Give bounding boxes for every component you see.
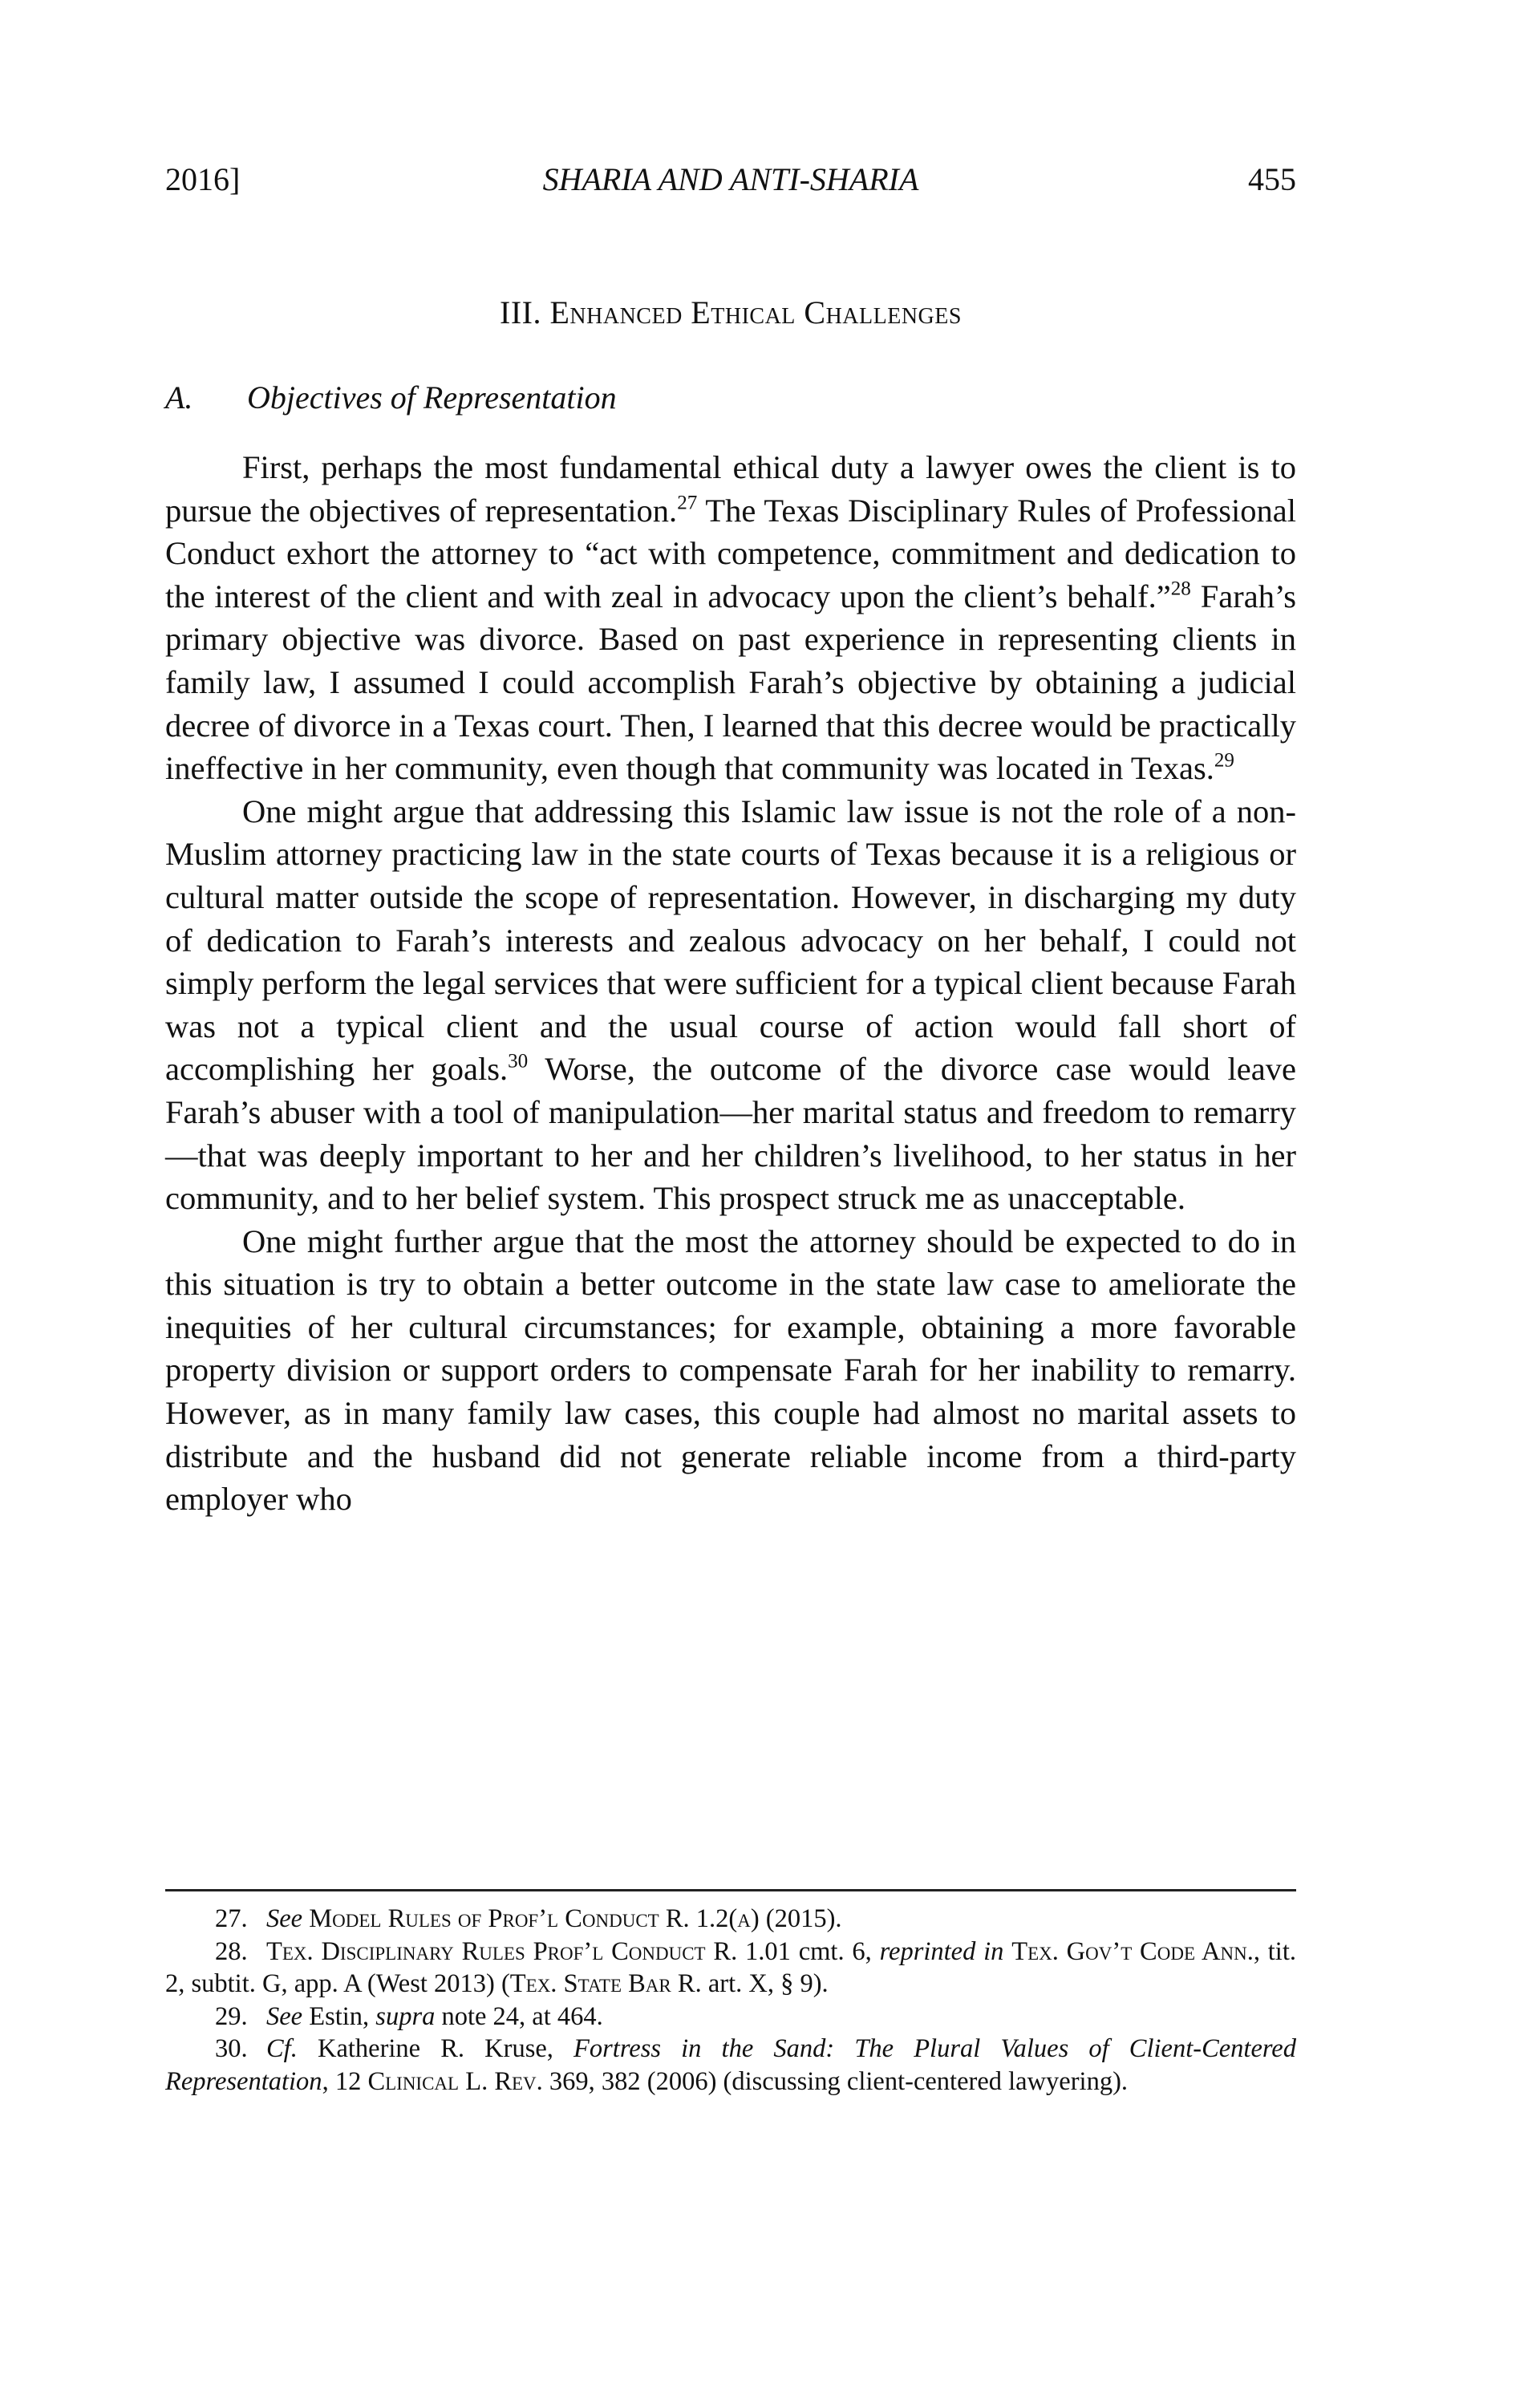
footnote-number: 30. [215,2034,248,2063]
footnote-ref-28: 28 [1170,578,1191,600]
paragraph-1-text-2: The Texas Disciplinary Rules of Professional Conduct exhort the attorney to “act with competence, commitment and dedication to the interest of the client and with zeal in advocacy upon the client’s behalf.” [165,492,1297,614]
footnote-text: Estin, [302,2001,376,2031]
source-name: Tex. State Bar [509,1969,671,1998]
citation-signal: See [266,2001,303,2031]
footnotes [165,1903,1296,2098]
footnote-text: R. art. X, § 9). [671,1969,829,1998]
citation-signal: See [266,1904,303,1933]
footnote-text [1003,1937,1011,1966]
body-text [165,446,1296,1521]
source-name: Tex. Gov’t Code Ann. [1011,1936,1254,1966]
footnote-text: , 12 [322,2066,368,2096]
footnote-ref-29: 29 [1214,749,1234,772]
footnote-text: R. 1.01 cmt. 6, [705,1936,880,1966]
paragraph-3-text-1: One might further argue that the most the attorney should be expected to do in this situation is try to obtain a better outcome in the state law case to ameliorate the inequities of her cultural circumstances; for example, obtaining a more favorable property division or support orders to compensate Farah for her inability to remarry. However, as in many family law cases, this couple had almost no marital assets to distribute and the husband did not generate reliable income from a third-party employer who [165,1222,1296,1518]
footnote-number: 28. [215,1936,248,1966]
footnote-29 [165,2001,1296,2033]
footnote-28 [165,1936,1296,2001]
section-heading: III. Enhanced Ethical Challenges [500,294,962,330]
paragraph-1 [165,446,1296,790]
subsection-letter: A. [165,379,193,416]
article-title: Fortress in the Sand: The Plural Values of Client-Centered Representation [165,2034,1296,2096]
paragraph-1-text-1: First, perhaps the most fundamental ethical duty a lawyer owes the client is to pursue the objectives of representation. [165,449,1296,529]
subsection-title: Objectives of Representation [247,379,617,416]
footnote-ref-30: 30 [508,1050,529,1072]
footnote-text: Model Rules of Prof’l Conduct R. 1.2(a) (2015). [302,1904,842,1933]
page-number: 455 [1248,161,1296,197]
footnote-text: Katherine R. Kruse, [297,2034,574,2063]
paragraph-2-text-2: Worse, the outcome of the divorce case would leave Farah’s abuser with a tool of manipulation—her marital status and freedom to remarry—that was deeply important to her and her children’s livelihood, to her status in her community, and to her belief system. This prospect struck me as unacceptable. [165,1051,1296,1217]
footnote-27 [165,1903,1296,1936]
citation-signal: Cf. [266,2034,298,2063]
paragraph-2-text-1: One might argue that addressing this Islamic law issue is not the role of a non-Muslim attorney practicing law in the state courts of Texas because it is a religious or cultural matter outside the scope of representation. However, in discharging my duty of dedication to Farah’s interests and zealous advocacy on her behalf, I could not simply perform the legal services that were sufficient for a typical client because Farah was not a typical client and the usual course of action would fall short of accomplishing her goals. [165,793,1296,1088]
subsection-heading [165,379,1296,416]
footnote-text: note 24, at 464. [435,2001,603,2031]
footnote-ref-27: 27 [677,492,698,514]
footnote-divider [165,1889,1296,1891]
footnote-number: 27. [215,1904,248,1933]
citation-signal: supra [375,2001,436,2031]
citation-signal: reprinted in [879,1936,1004,1966]
paragraph-1-text-3: Farah’s primary objective was divorce. Based on past experience in representing clients in family law, I assumed I could accomplish Farah’s objective by obtaining a judicial decree of divorce in a Texas court. Then, I learned that this decree would be practically ineffective in her community, even though that community was located in Texas. [165,578,1296,787]
running-header [165,160,1296,209]
paragraph-2 [165,790,1296,1220]
footnote-30 [165,2033,1296,2098]
journal-name: Clinical L. Rev. [367,2066,543,2096]
header-year: 2016] [165,161,241,197]
source-name: Tex. Disciplinary Rules Prof’l Conduct [266,1936,706,1966]
footnote-text: 369, 382 (2006) (discussing client-centered lawyering). [542,2066,1129,2096]
paragraph-3 [165,1220,1296,1521]
footnote-text: , tit. 2, subtit. G, app. A (West 2013) ( [165,1936,1296,1998]
header-title: SHARIA AND ANTI-SHARIA [542,161,919,197]
footnote-number: 29. [215,2001,248,2031]
